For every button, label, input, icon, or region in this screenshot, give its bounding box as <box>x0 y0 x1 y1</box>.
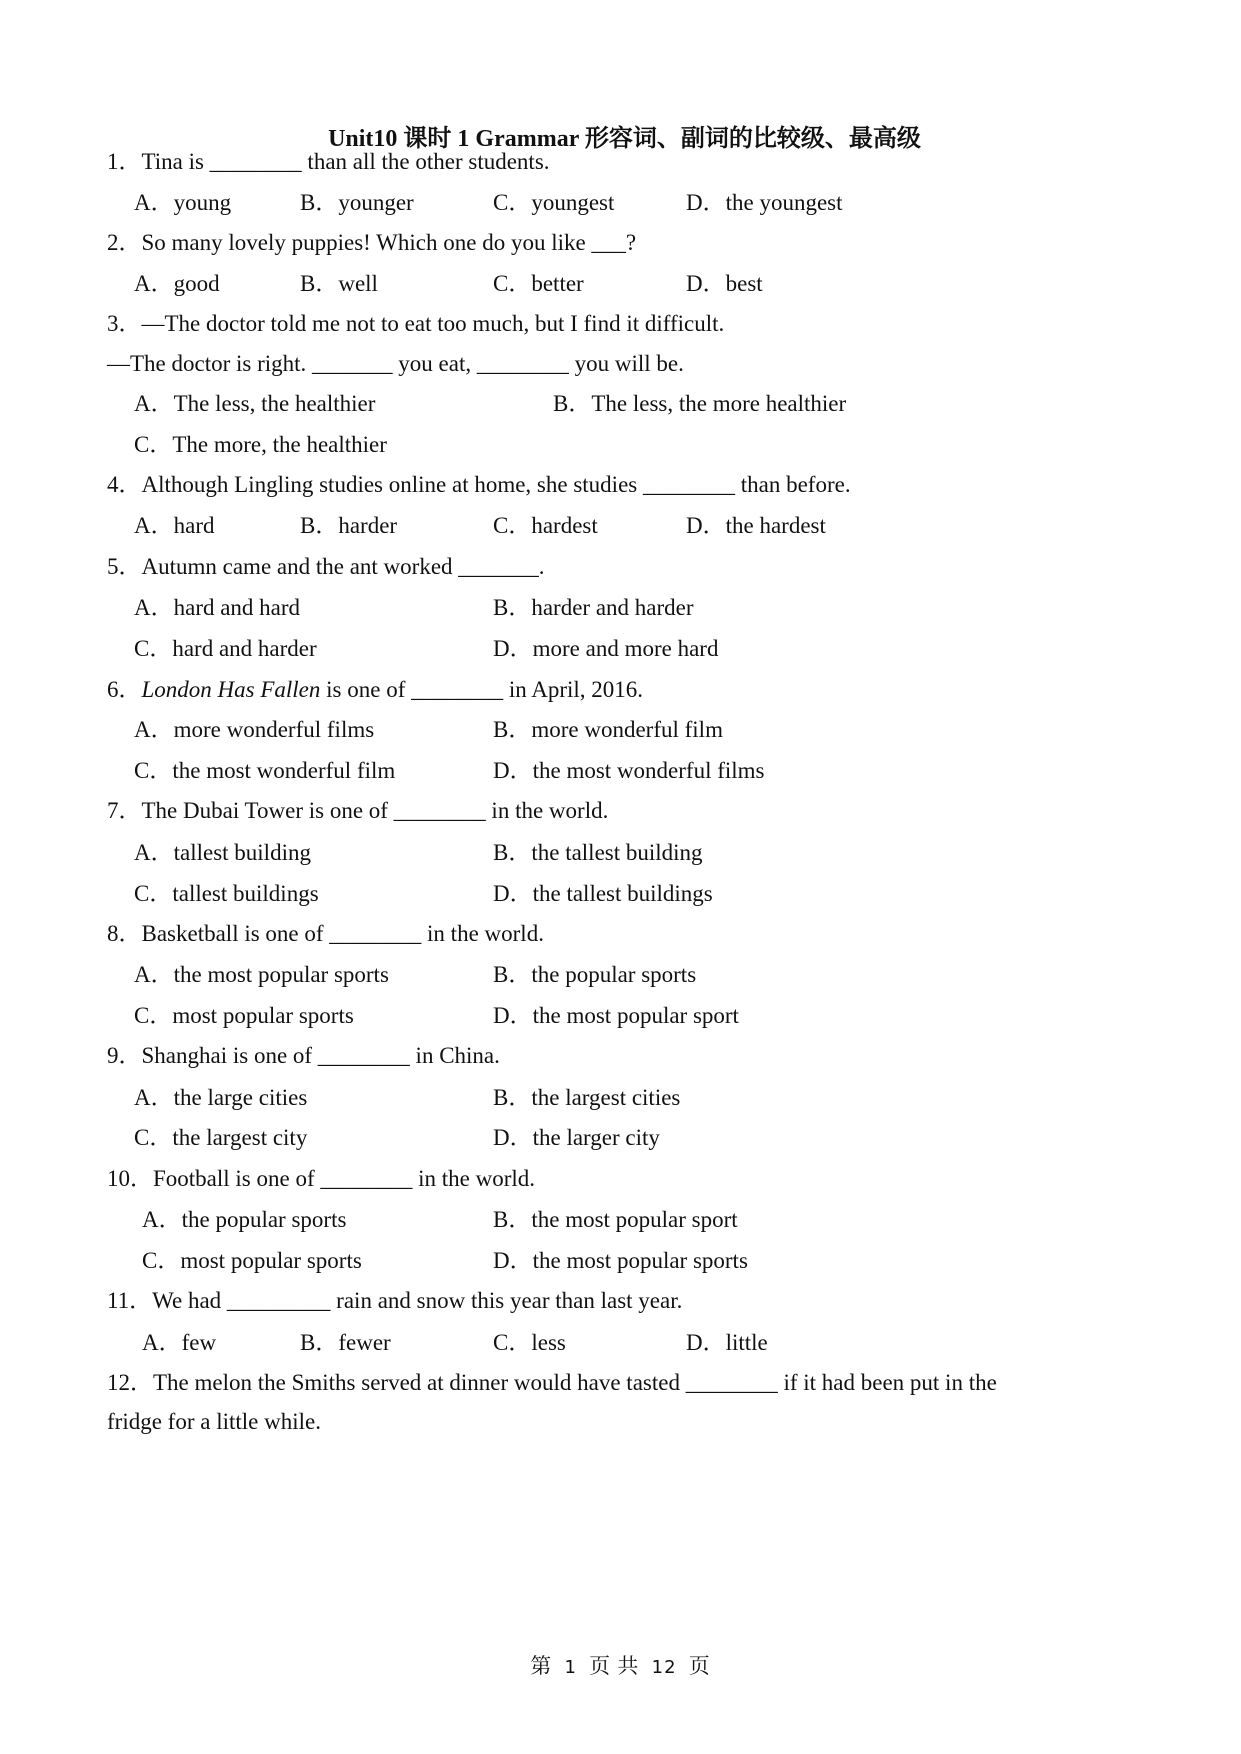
q3-option-c: C．The more, the healthier <box>134 432 387 457</box>
q2-option-a: A．good <box>134 271 220 296</box>
q3-option-b: B．The less, the more healthier <box>553 391 847 416</box>
q9-option-d: D．the larger city <box>493 1125 660 1150</box>
question-3-stem-line2: —The doctor is right. _______ you eat, ________ you will be. <box>107 351 684 376</box>
q10-option-d: D．the most popular sports <box>493 1248 748 1273</box>
q4-option-a: A．hard <box>134 513 215 538</box>
q6-stem-suffix: is one of ________ in April, 2016. <box>320 677 644 702</box>
q7-option-c: C．tallest buildings <box>134 881 319 906</box>
question-1-stem: 1．Tina is ________ than all the other students. <box>107 149 550 174</box>
q4-option-d: D．the hardest <box>686 513 826 538</box>
q6-option-c: C．the most wonderful film <box>134 758 396 783</box>
question-7-stem: 7．The Dubai Tower is one of ________ in the world. <box>107 798 609 823</box>
page-footer <box>0 1650 1241 1680</box>
q6-stem-prefix: 6． <box>107 677 142 702</box>
question-8-stem: 8．Basketball is one of ________ in the world. <box>107 921 544 946</box>
footer-middle: 页 共 <box>589 1654 640 1678</box>
q11-option-d: D．little <box>686 1330 768 1355</box>
question-12-stem: 12．The melon the Smiths served at dinner would have tasted ________ if it had been put in the <box>107 1370 997 1395</box>
page-title: Unit10 课时 1 Grammar 形容词、副词的比较级、最高级 <box>328 126 921 152</box>
q1-option-d: D．the youngest <box>686 190 843 215</box>
question-12-stem-line2: fridge for a little while. <box>107 1409 321 1434</box>
q3-option-a: A．The less, the healthier <box>134 391 376 416</box>
q8-option-c: C．most popular sports <box>134 1003 354 1028</box>
q6-option-a: A．more wonderful films <box>134 717 375 742</box>
footer-prefix: 第 <box>530 1654 553 1678</box>
q1-option-a: A．young <box>134 190 232 215</box>
q6-option-d: D．the most wonderful films <box>493 758 765 783</box>
question-11-stem: 11．We had _________ rain and snow this year than last year. <box>107 1288 683 1313</box>
q7-option-b: B．the tallest building <box>493 840 703 865</box>
q11-option-b: B．fewer <box>300 1330 391 1355</box>
q2-option-c: C．better <box>493 271 584 296</box>
total-page-count: 12 <box>651 1657 677 1678</box>
current-page-number: 1 <box>564 1657 577 1678</box>
q10-option-a: A．the popular sports <box>142 1207 347 1232</box>
question-6-stem <box>107 678 643 701</box>
q10-option-c: C．most popular sports <box>142 1248 362 1273</box>
q2-option-b: B．well <box>300 271 378 296</box>
q8-option-a: A．the most popular sports <box>134 962 389 987</box>
q7-option-d: D．the tallest buildings <box>493 881 713 906</box>
q6-option-b: B．more wonderful film <box>493 717 723 742</box>
question-10-stem: 10．Football is one of ________ in the world. <box>107 1166 536 1191</box>
q1-option-b: B．younger <box>300 190 414 215</box>
q7-option-a: A．tallest building <box>134 840 311 865</box>
q4-option-b: B．harder <box>300 513 398 538</box>
question-2-stem: 2．So many lovely puppies! Which one do you like ___? <box>107 230 637 255</box>
q2-option-d: D．best <box>686 271 763 296</box>
q8-option-b: B．the popular sports <box>493 962 697 987</box>
q9-option-a: A．the large cities <box>134 1085 308 1110</box>
footer-suffix: 页 <box>688 1654 711 1678</box>
q5-option-b: B．harder and harder <box>493 595 694 620</box>
question-5-stem: 5．Autumn came and the ant worked _______. <box>107 554 545 579</box>
question-4-stem: 4．Although Lingling studies online at home, she studies ________ than before. <box>107 472 851 497</box>
q8-option-d: D．the most popular sport <box>493 1003 739 1028</box>
q10-option-b: B．the most popular sport <box>493 1207 738 1232</box>
q9-option-b: B．the largest cities <box>493 1085 681 1110</box>
question-3-stem: 3．—The doctor told me not to eat too much, but I find it difficult. <box>107 311 725 336</box>
q6-film-title: London Has Fallen <box>141 677 321 702</box>
q5-option-c: C．hard and harder <box>134 636 317 661</box>
q4-option-c: C．hardest <box>493 513 598 538</box>
q11-option-c: C．less <box>493 1330 566 1355</box>
q5-option-a: A．hard and hard <box>134 595 301 620</box>
q1-option-c: C．youngest <box>493 190 615 215</box>
q11-option-a: A．few <box>142 1330 217 1355</box>
q9-option-c: C．the largest city <box>134 1125 308 1150</box>
q5-option-d: D．more and more hard <box>493 636 719 661</box>
question-9-stem: 9．Shanghai is one of ________ in China. <box>107 1043 500 1068</box>
